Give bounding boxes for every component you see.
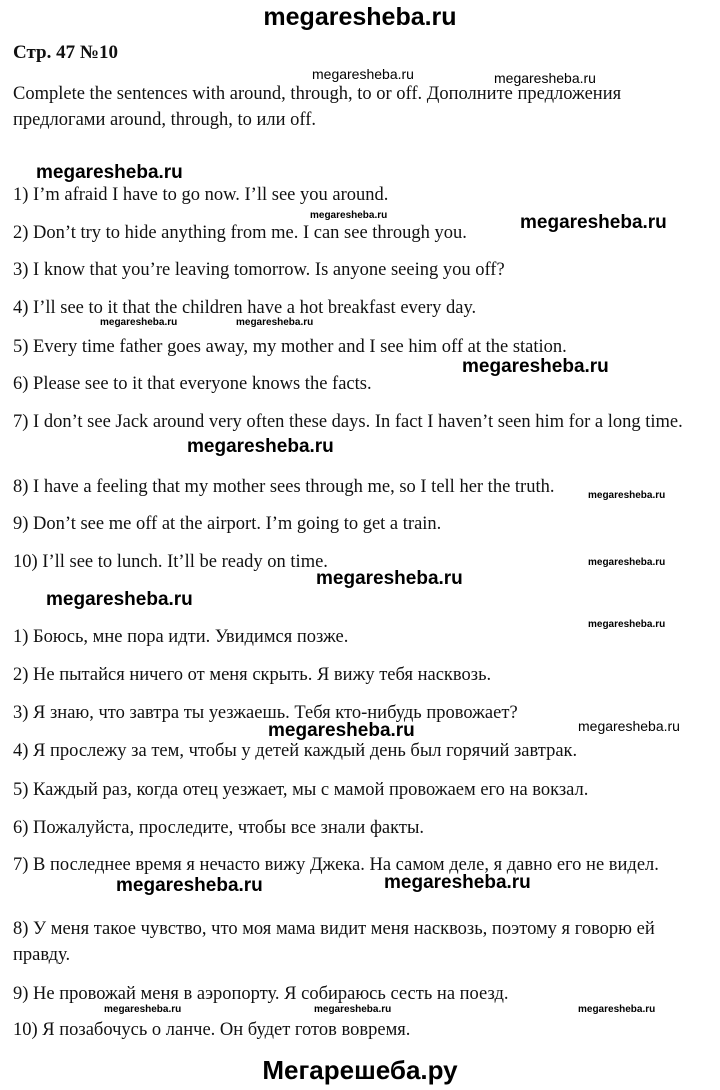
russian-sentence-1: 1) Боюсь, мне пора идти. Увидимся позже. <box>13 627 349 647</box>
russian-sentence-7: 7) В последнее время я нечасто вижу Джека. На самом деле, я давно его не видел. <box>13 855 659 875</box>
watermark: megaresheba.ru <box>588 619 666 630</box>
watermark: megaresheba.ru <box>46 589 193 610</box>
watermark: megaresheba.ru <box>314 1004 392 1015</box>
english-sentence-1: 1) I’m afraid I have to go now. I’ll see you around. <box>13 185 389 205</box>
watermark: megaresheba.ru <box>187 436 334 457</box>
watermark: megaresheba.ru <box>310 210 388 221</box>
watermark: megaresheba.ru <box>578 718 680 734</box>
english-sentence-7: 7) I don’t see Jack around very often these days. In fact I haven’t seen him for a long time. <box>13 412 683 432</box>
english-sentence-9: 9) Don’t see me off at the airport. I’m going to get a train. <box>13 514 442 534</box>
russian-sentence-9: 9) Не провожай меня в аэропорту. Я собираюсь сесть на поезд. <box>13 984 509 1004</box>
watermark: megaresheba.ru <box>36 162 183 183</box>
site-header: megaresheba.ru <box>263 3 457 31</box>
site-footer: Мегарешеба.ру <box>262 1055 458 1085</box>
english-sentence-5: 5) Every time father goes away, my mother and I see him off at the station. <box>13 337 567 357</box>
watermark: megaresheba.ru <box>268 720 415 741</box>
watermark: megaresheba.ru <box>588 490 666 501</box>
english-sentence-10: 10) I’ll see to lunch. It’ll be ready on time. <box>13 552 328 572</box>
watermark: megaresheba.ru <box>494 70 596 86</box>
english-sentence-3: 3) I know that you’re leaving tomorrow. Is anyone seeing you off? <box>13 260 505 280</box>
russian-sentence-4: 4) Я прослежу за тем, чтобы у детей каждый день был горячий завтрак. <box>13 741 578 761</box>
watermark: megaresheba.ru <box>384 872 531 893</box>
english-sentence-4: 4) I’ll see to it that the children have a hot breakfast every day. <box>13 298 477 318</box>
watermark: megaresheba.ru <box>462 356 609 377</box>
watermark: megaresheba.ru <box>116 875 263 896</box>
watermark: megaresheba.ru <box>588 557 666 568</box>
russian-sentence-2: 2) Не пытайся ничего от меня скрыть. Я вижу тебя насквозь. <box>13 665 492 685</box>
russian-sentence-10: 10) Я позабочусь о ланче. Он будет готов вовремя. <box>13 1020 411 1040</box>
russian-sentence-5: 5) Каждый раз, когда отец уезжает, мы с мамой провожаем его на вокзал. <box>13 780 589 800</box>
watermark: megaresheba.ru <box>312 66 414 82</box>
watermark: megaresheba.ru <box>578 1004 656 1015</box>
watermark: megaresheba.ru <box>236 317 314 328</box>
watermark: megaresheba.ru <box>520 212 667 233</box>
watermark: megaresheba.ru <box>316 568 463 589</box>
watermark: megaresheba.ru <box>104 1004 182 1015</box>
russian-sentence-6: 6) Пожалуйста, проследите, чтобы все знали факты. <box>13 818 425 838</box>
task-instructions: Complete the sentences with around, through, to or off. Дополните предложения предлогами around, through, to или off. <box>13 84 622 130</box>
english-sentence-8: 8) I have a feeling that my mother sees through me, so I tell her the truth. <box>13 477 555 497</box>
watermark: megaresheba.ru <box>100 317 178 328</box>
english-sentence-2: 2) Don’t try to hide anything from me. I can see through you. <box>13 223 467 243</box>
page-title: Стр. 47 №10 <box>13 42 118 63</box>
english-sentence-6: 6) Please see to it that everyone knows the facts. <box>13 374 372 394</box>
russian-sentence-3: 3) Я знаю, что завтра ты уезжаешь. Тебя кто-нибудь провожает? <box>13 703 518 723</box>
russian-sentence-8: 8) У меня такое чувство, что моя мама видит меня насквозь, поэтому я говорю ей правду. <box>13 919 655 965</box>
